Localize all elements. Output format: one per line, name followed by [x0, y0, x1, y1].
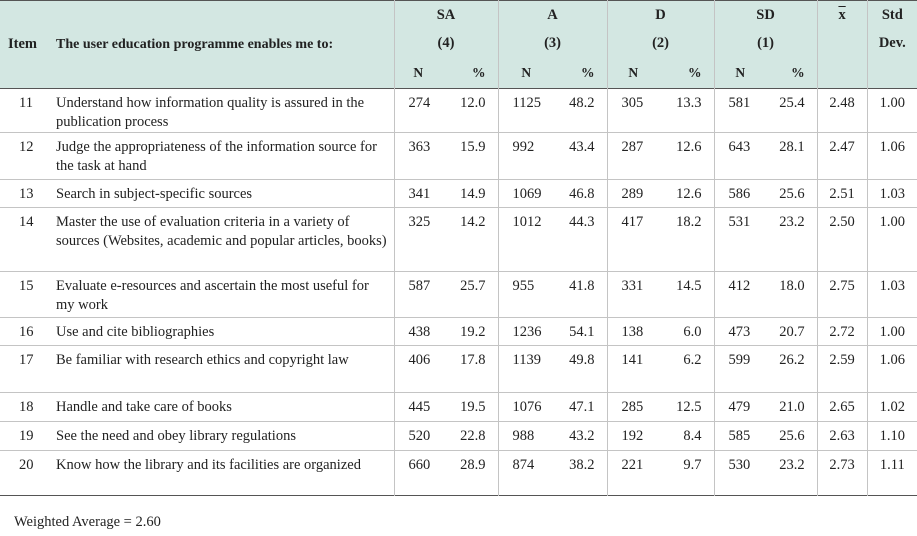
sa-n: 587	[394, 272, 442, 318]
mean: 2.48	[817, 89, 867, 133]
a-n: 1076	[498, 393, 554, 422]
mean: 2.59	[817, 346, 867, 393]
sa-n: 363	[394, 133, 442, 180]
std-dev: 1.10	[867, 422, 917, 451]
sd-n: 531	[714, 208, 766, 272]
table-row	[0, 272, 917, 318]
header-d-code: (2)	[607, 29, 714, 58]
mean: 2.75	[817, 272, 867, 318]
table-header	[0, 1, 917, 89]
item-number: 20	[19, 457, 34, 473]
item-number: 11	[19, 95, 33, 111]
mean: 2.50	[817, 208, 867, 272]
mean: 2.72	[817, 318, 867, 346]
table-row	[0, 180, 917, 208]
a-pct: 44.3	[569, 214, 595, 230]
sd-n: 479	[714, 393, 766, 422]
item-number: 13	[19, 186, 34, 202]
mean: 2.73	[817, 451, 867, 496]
header-std-blank	[867, 58, 917, 89]
d-pct: 12.5	[676, 399, 702, 415]
sa-pct: 19.2	[460, 324, 486, 340]
a-n: 1125	[498, 89, 554, 133]
sa-n: 438	[394, 318, 442, 346]
d-n: 138	[607, 318, 659, 346]
header-item: Item	[0, 1, 48, 89]
d-n: 331	[607, 272, 659, 318]
d-pct: 13.3	[676, 95, 702, 111]
sa-pct: 19.5	[460, 399, 486, 415]
table-row	[0, 208, 917, 272]
statement: Use and cite bibliographies	[56, 324, 215, 340]
sa-n: 325	[394, 208, 442, 272]
a-pct: 48.2	[569, 95, 595, 111]
a-n: 1069	[498, 180, 554, 208]
sa-n: 660	[394, 451, 442, 496]
header-sd-code: (1)	[714, 29, 817, 58]
mean: 2.47	[817, 133, 867, 180]
a-pct: 38.2	[569, 457, 595, 473]
table-row	[0, 422, 917, 451]
weighted-average-note: Weighted Average = 2.60	[14, 514, 161, 530]
sd-pct: 25.6	[779, 186, 805, 202]
item-number: 15	[19, 278, 34, 294]
sa-pct: 22.8	[460, 428, 486, 444]
sa-pct: 12.0	[460, 95, 486, 111]
sa-n: 341	[394, 180, 442, 208]
sa-pct: 25.7	[460, 278, 486, 294]
item-number: 14	[19, 214, 34, 230]
header-mean-blank	[817, 58, 867, 89]
d-n: 141	[607, 346, 659, 393]
sa-n: 274	[394, 89, 442, 133]
d-n: 285	[607, 393, 659, 422]
table-row	[0, 346, 917, 393]
std-dev: 1.06	[867, 133, 917, 180]
sa-pct: 14.9	[460, 186, 486, 202]
header-a-pct: %	[554, 58, 607, 89]
sd-n: 585	[714, 422, 766, 451]
header-sd-pct: %	[766, 58, 817, 89]
table-row	[0, 393, 917, 422]
statement: Be familiar with research ethics and copyright law	[56, 352, 349, 368]
sa-pct: 15.9	[460, 139, 486, 155]
d-n: 192	[607, 422, 659, 451]
d-pct: 6.0	[683, 324, 702, 340]
sa-pct: 17.8	[460, 352, 486, 368]
std-dev: 1.02	[867, 393, 917, 422]
sd-pct: 20.7	[779, 324, 805, 340]
statement: Know how the library and its facilities are organized	[56, 457, 361, 473]
table-row	[0, 133, 917, 180]
header-sa: SA	[394, 1, 498, 30]
statement: Search in subject-specific sources	[56, 186, 253, 202]
std-dev: 1.03	[867, 272, 917, 318]
a-n: 1236	[498, 318, 554, 346]
d-n: 287	[607, 133, 659, 180]
header-std-line2: Dev.	[867, 29, 917, 58]
sd-pct: 23.2	[779, 214, 805, 230]
d-n: 221	[607, 451, 659, 496]
std-dev: 1.00	[867, 318, 917, 346]
sd-pct: 23.2	[779, 457, 805, 473]
header-mean	[817, 1, 867, 59]
a-pct: 43.4	[569, 139, 595, 155]
sd-n: 412	[714, 272, 766, 318]
a-n: 874	[498, 451, 554, 496]
table-row	[0, 89, 917, 133]
d-n: 417	[607, 208, 659, 272]
sa-n: 406	[394, 346, 442, 393]
d-pct: 8.4	[683, 428, 702, 444]
sd-pct: 28.1	[779, 139, 805, 155]
sd-pct: 26.2	[779, 352, 805, 368]
statement: See the need and obey library regulations	[56, 428, 296, 444]
a-n: 1012	[498, 208, 554, 272]
statement: Master the use of evaluation criteria in a variety of sources (Websites, academic and popular articles, books)	[56, 214, 387, 249]
d-pct: 9.7	[683, 457, 702, 473]
a-pct: 41.8	[569, 278, 595, 294]
a-pct: 43.2	[569, 428, 595, 444]
sd-n: 530	[714, 451, 766, 496]
header-a: A	[498, 1, 607, 30]
sd-pct: 25.4	[779, 95, 805, 111]
d-pct: 12.6	[676, 186, 702, 202]
d-pct: 14.5	[676, 278, 702, 294]
a-pct: 54.1	[569, 324, 595, 340]
std-dev: 1.03	[867, 180, 917, 208]
table-body	[0, 89, 917, 496]
d-pct: 12.6	[676, 139, 702, 155]
mean-symbol: $\overline{x}$	[838, 7, 846, 23]
mean: 2.65	[817, 393, 867, 422]
sd-n: 581	[714, 89, 766, 133]
header-std-line1: Std	[867, 1, 917, 30]
header-sd-n: N	[714, 58, 766, 89]
a-n: 988	[498, 422, 554, 451]
sa-pct: 14.2	[460, 214, 486, 230]
header-sd: SD	[714, 1, 817, 30]
a-n: 992	[498, 133, 554, 180]
d-n: 289	[607, 180, 659, 208]
header-sa-pct: %	[442, 58, 498, 89]
header-d: D	[607, 1, 714, 30]
sa-n: 445	[394, 393, 442, 422]
mean: 2.51	[817, 180, 867, 208]
std-dev: 1.06	[867, 346, 917, 393]
statement: Evaluate e-resources and ascertain the most useful for my work	[56, 278, 369, 313]
d-n: 305	[607, 89, 659, 133]
a-pct: 49.8	[569, 352, 595, 368]
sd-pct: 18.0	[779, 278, 805, 294]
statement: Understand how information quality is assured in the publication process	[56, 95, 365, 130]
a-n: 955	[498, 272, 554, 318]
item-number: 17	[19, 352, 34, 368]
table-row	[0, 318, 917, 346]
std-dev: 1.00	[867, 208, 917, 272]
sd-pct: 25.6	[779, 428, 805, 444]
a-pct: 46.8	[569, 186, 595, 202]
statement: Handle and take care of books	[56, 399, 232, 415]
d-pct: 6.2	[683, 352, 702, 368]
std-dev: 1.00	[867, 89, 917, 133]
header-statement: The user education programme enables me to:	[48, 1, 394, 89]
d-pct: 18.2	[676, 214, 702, 230]
item-number: 16	[19, 324, 34, 340]
std-dev: 1.11	[867, 451, 917, 496]
header-a-n: N	[498, 58, 554, 89]
mean: 2.63	[817, 422, 867, 451]
sd-n: 643	[714, 133, 766, 180]
sd-pct: 21.0	[779, 399, 805, 415]
sd-n: 599	[714, 346, 766, 393]
item-number: 18	[19, 399, 34, 415]
item-number: 12	[19, 139, 34, 155]
header-d-pct: %	[659, 58, 714, 89]
header-sa-code: (4)	[394, 29, 498, 58]
header-sa-n: N	[394, 58, 442, 89]
sa-pct: 28.9	[460, 457, 486, 473]
sd-n: 586	[714, 180, 766, 208]
header-a-code: (3)	[498, 29, 607, 58]
header-d-n: N	[607, 58, 659, 89]
a-pct: 47.1	[569, 399, 595, 415]
table-row	[0, 451, 917, 496]
sd-n: 473	[714, 318, 766, 346]
a-n: 1139	[498, 346, 554, 393]
sa-n: 520	[394, 422, 442, 451]
statement: Judge the appropriateness of the information source for the task at hand	[56, 139, 377, 174]
item-number: 19	[19, 428, 34, 444]
